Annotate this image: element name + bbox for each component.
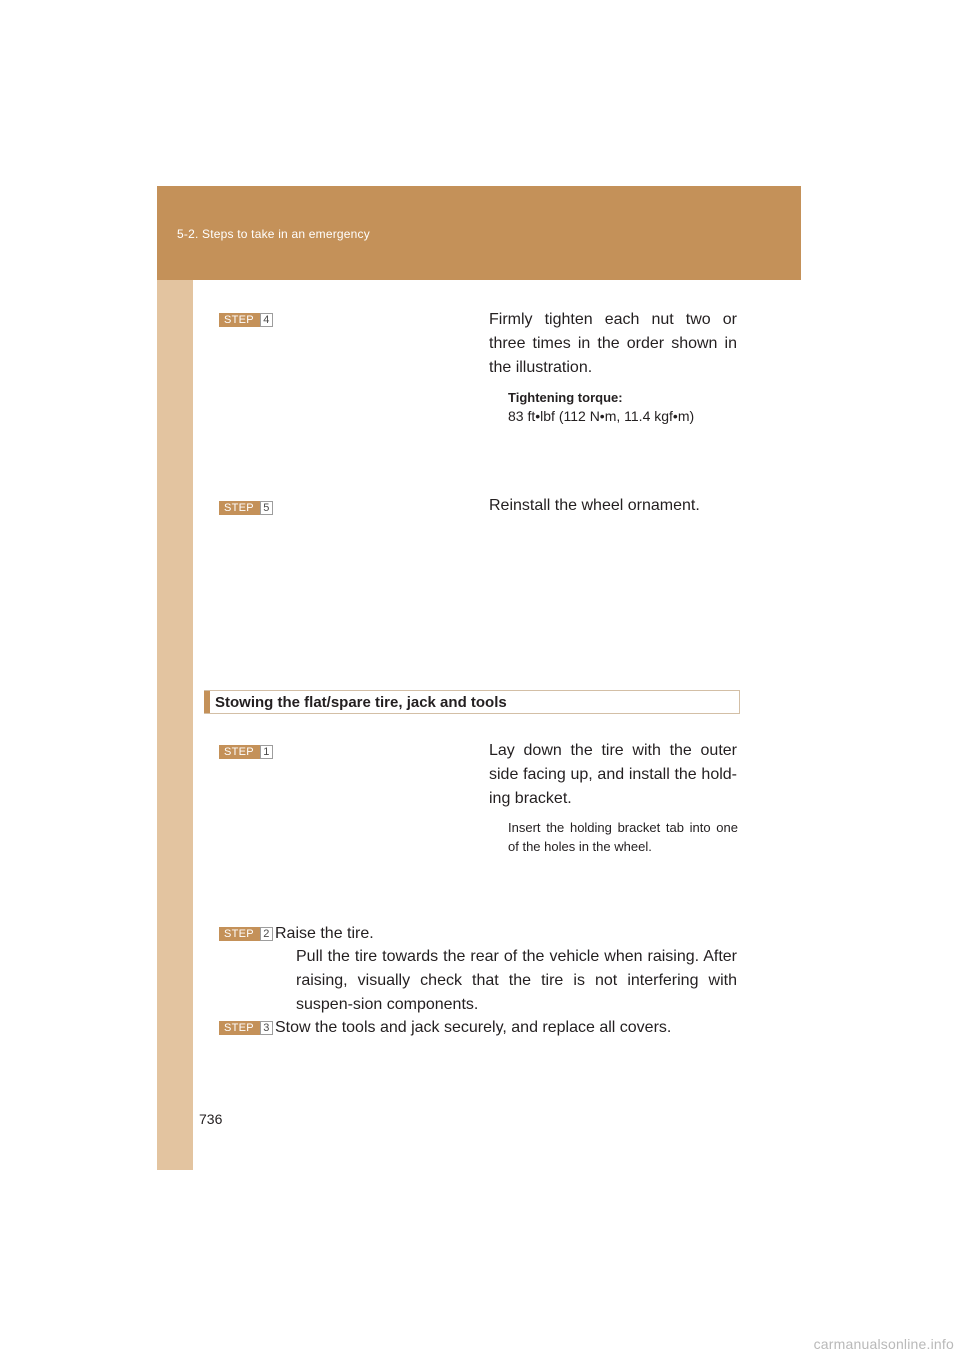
section-step-badge-3: [219, 1021, 273, 1035]
step-badge-5: [219, 501, 273, 515]
step-4-note: [508, 388, 738, 426]
page-header: [157, 186, 801, 280]
step-badge-4: [219, 313, 273, 327]
section-step-1-note: Insert the holding bracket tab into one of the holes in the wheel.: [508, 820, 738, 854]
watermark: carmanualsonline.info: [813, 1336, 954, 1352]
section-step-2-text: Raise the tire.: [275, 925, 374, 942]
step-5-text: Reinstall the wheel ornament.: [489, 497, 700, 514]
page-number: 736: [199, 1111, 223, 1127]
section-title-bar: [204, 690, 740, 714]
step-number: 1: [260, 745, 273, 759]
section-step-badge-1: [219, 745, 273, 759]
step-label: STEP: [219, 745, 260, 759]
section-accent: [204, 691, 210, 713]
section-title: Stowing the flat/spare tire, jack and tools: [215, 694, 507, 711]
torque-title: Tightening torque:: [508, 390, 623, 405]
step-number: 2: [260, 927, 273, 941]
step-label: STEP: [219, 501, 260, 515]
section-heading: 5-2. Steps to take in an emergency: [177, 227, 370, 241]
step-label: STEP: [219, 927, 260, 941]
step-label: STEP: [219, 313, 260, 327]
step-4-text: Firmly tighten each nut two or three times in the order shown in the illustration.: [489, 311, 737, 376]
section-step-2-detail: Pull the tire towards the rear of the vehicle when raising. After raising, visually check that the tire is not interfering with suspen-sion components.: [296, 948, 737, 1013]
step-label: STEP: [219, 1021, 260, 1035]
section-step-badge-2: [219, 927, 273, 941]
step-number: 3: [260, 1021, 273, 1035]
torque-value: 83 ft•lbf (112 N•m, 11.4 kgf•m): [508, 408, 695, 424]
step-number: 4: [260, 313, 273, 327]
section-step-3-text: Stow the tools and jack securely, and replace all covers.: [275, 1019, 672, 1036]
page-sidebar: [157, 186, 193, 1170]
step-number: 5: [260, 501, 273, 515]
section-step-1-text: Lay down the tire with the outer side facing up, and install the hold-ing bracket.: [489, 742, 737, 807]
